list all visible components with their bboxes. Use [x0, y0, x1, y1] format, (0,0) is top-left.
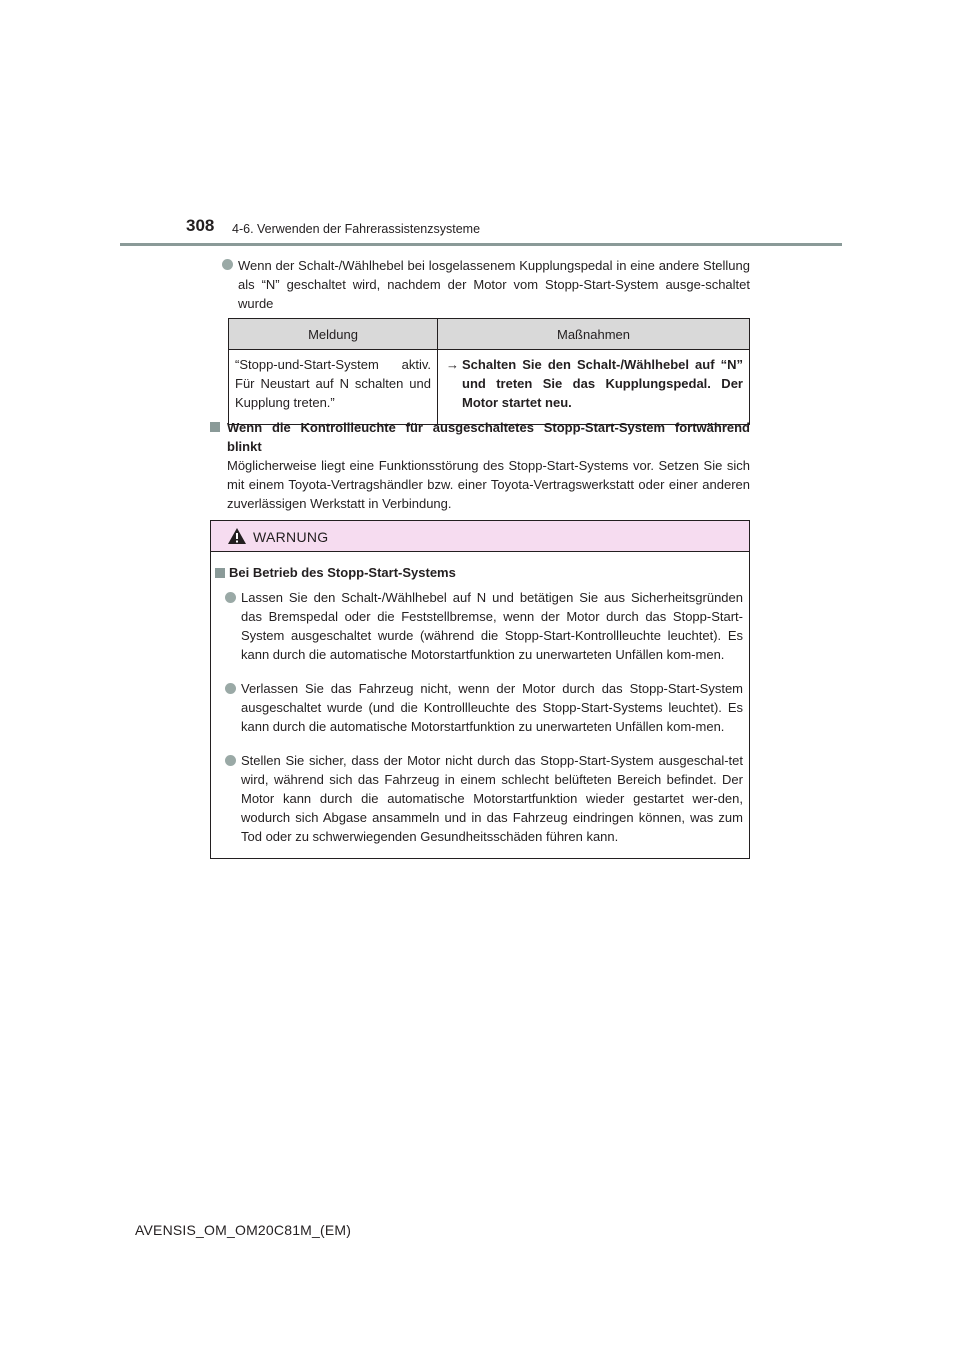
- table-row: [229, 350, 750, 425]
- table-cell-massnahme: [438, 350, 750, 425]
- warning-item-text: Verlassen Sie das Fahrzeug nicht, wenn der Motor durch das Stopp-Start-System ausgeschaltet wurde (und die Kontrollleuchte des Stopp-Start-Systems leuchtet). Es kann durch die automatische Motorstartfunktion zu unerwarteten Unfällen kom-men.: [241, 681, 743, 734]
- table-header-row: [229, 319, 750, 350]
- section-title: 4-6. Verwenden der Fahrerassistenzsysteme: [232, 222, 481, 236]
- header-rule: [120, 243, 842, 246]
- square-bullet-icon: [215, 568, 225, 578]
- warning-triangle-icon: [227, 527, 247, 550]
- warning-title: WARNUNG: [253, 529, 329, 545]
- bullet-dot-icon: [225, 683, 236, 694]
- warning-item-text: Stellen Sie sicher, dass der Motor nicht durch das Stopp-Start-System ausgeschal-tet wird, während sich das Fahrzeug in einem schlecht belüfteten Bereich befindet. Der Motor kann durch die automatische Motorstartfunktion wieder gestartet wer-den, wodurch sich Abgase ansammeln und in das Fahrzeug eindringen können, was zum Tod oder zu schwerwiegenden Gesundheitsschäden führen kann.: [241, 753, 743, 844]
- table-cell-massnahme-text: Schalten Sie den Schalt-/Wählhebel auf “N” und treten Sie das Kupplungspedal. Der Motor startet neu.: [462, 357, 743, 410]
- table-header-massnahmen: Maßnahmen: [438, 319, 750, 350]
- bullet-dot-icon: [225, 755, 236, 766]
- warning-box: [210, 520, 750, 859]
- warning-item-text: Lassen Sie den Schalt-/Wählhebel auf N und betätigen Sie aus Sicherheitsgründen das Bremspedal oder die Feststellbremse, wenn der Motor durch das Stopp-Start-System ausgeschaltet wurde (während die Stopp-Start-Kontrollleuchte leuchtet). Es kann durch die automatische Motorstartfunktion zu unerwarteten Unfällen kom-men.: [241, 590, 743, 662]
- page-number: 308: [186, 216, 215, 235]
- table-cell-meldung: “Stopp-und-Start-System aktiv. Für Neustart auf N schalten und Kupplung treten.”: [229, 350, 438, 425]
- intro-bullet: [222, 256, 750, 313]
- square-bullet-icon: [210, 422, 220, 432]
- subsection-heading-text: Wenn die Kontrollleuchte für ausgeschaltetes Stopp-Start-System fortwährend blinkt: [227, 420, 750, 454]
- warning-header: [211, 521, 749, 552]
- subsection-heading: [210, 418, 750, 456]
- warning-item: [225, 751, 743, 846]
- document-footer: AVENSIS_OM_OM20C81M_(EM): [135, 1222, 352, 1238]
- warning-item: [225, 588, 743, 664]
- intro-bullet-text: Wenn der Schalt-/Wählhebel bei losgelassenem Kupplungspedal in eine andere Stellung als “N” geschaltet wird, nachdem der Motor vom Stopp-Start-System ausge-schaltet wurde: [238, 258, 750, 311]
- table-header-meldung: Meldung: [229, 319, 438, 350]
- message-table: [228, 318, 750, 425]
- warning-subheading-text: Bei Betrieb des Stopp-Start-Systems: [229, 565, 456, 580]
- arrow-right-icon: →: [446, 357, 459, 372]
- bullet-dot-icon: [225, 592, 236, 603]
- warning-subheading: [215, 565, 456, 580]
- warning-item: [225, 679, 743, 736]
- subsection-paragraph: Möglicherweise liegt eine Funktionsstörung des Stopp-Start-Systems vor. Setzen Sie sich mit einem Toyota-Vertragshändler bzw. einer Toyota-Vertragswerkstatt oder einer anderen zuverlässigen Werkstatt in Verbindung.: [227, 458, 750, 511]
- bullet-dot-icon: [222, 259, 233, 270]
